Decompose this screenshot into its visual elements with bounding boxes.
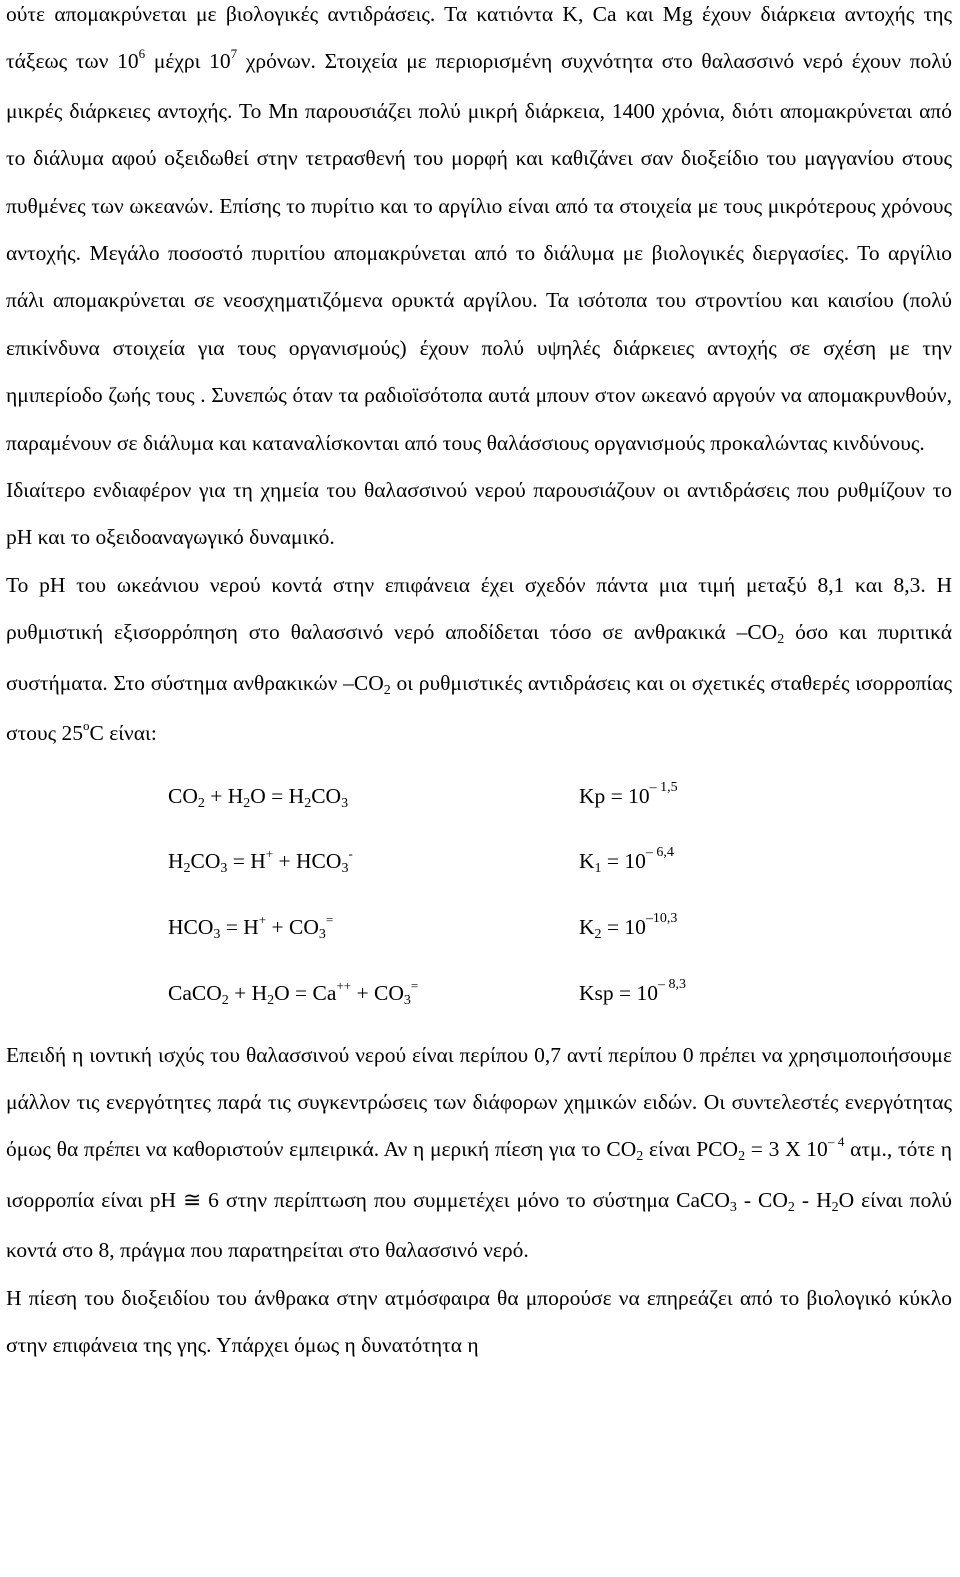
text-run: - H: [794, 1187, 832, 1212]
exponent: 6: [138, 46, 146, 62]
exponent: – 6,4: [645, 844, 674, 860]
exponent: – 1,5: [649, 779, 678, 795]
equation-row: [6, 779, 952, 824]
text-run: ούτε απομακρύνεται με βιολογικές αντιδράσεις. Τα κατιόντα K, Ca και Mg έχουν διάρκεια αντοχής της τάξεως των 10: [6, 2, 952, 74]
subscript: 3: [341, 795, 349, 811]
subscript: 2: [383, 682, 391, 698]
subscript: 3: [213, 926, 221, 942]
superscript: +: [258, 911, 267, 927]
formula-text: + HCO: [273, 848, 342, 873]
subscript: 2: [594, 926, 602, 942]
exponent: –10,3: [645, 910, 678, 926]
formula-text: K: [579, 914, 595, 939]
exponent: 7: [230, 46, 238, 62]
formula-text: + H: [204, 783, 244, 808]
text-run: οι ρυθμιστικές αντιδράσεις και οι σχετικές σταθερές ισορροπίας στους 25: [6, 670, 952, 746]
subscript: 3: [220, 860, 228, 876]
formula-text: H: [168, 848, 184, 873]
text-run: Το pH του ωκεάνιου νερού κοντά στην επιφάνεια έχει σχεδόν πάντα μια τιμή μεταξύ 8,1 και 8,3. Η ρυθμιστική εξισορρόπηση στο θαλασσινό νερό αποδίδεται τόσο σε ανθρακικά –CO: [6, 572, 952, 645]
superscript: -: [348, 845, 353, 861]
formula-text: = H: [227, 848, 266, 873]
equilibrium-equations: [6, 760, 952, 1032]
text-run: O είναι πολύ κοντά στο 8, πράγμα που παρατηρείται στο θαλασσινό νερό.: [6, 1187, 952, 1263]
paragraph-ph-buffer: [6, 562, 952, 760]
superscript: ++: [336, 977, 352, 993]
text-run: χρόνων. Στοιχεία με περιορισμένη συχνότητα στο θαλασσινό νερό έχουν πολύ μικρές διάρκειες αντοχής. Το Mn παρουσιάζει πολύ μικρή διάρκεια, 1400 χρόνια, διότι απομακρύνεται από το διάλυμα αφού οξειδωθεί στην τετρασθενή του μορφή και καθιζάνει σαν διοξείδιο του μαγγανίου στους πυθμένες των ωκεανών. Επίσης το πυρίτιο και το αργίλιο είναι από τα στοιχεία με τους μικρότερους χρόνους αντοχής. Μεγάλο ποσοστό πυριτίου απομακρύνεται από το διάλυμα με βιολογικές διεργασίες. Το αργίλιο πάλι απομακρύνεται σε νεοσχηματιζόμενα ορυκτά αργίλου. Τα ισότοπα του στροντίου και καισίου (πολύ επικίνδυνα στοιχεία για τους οργανισμούς) έχουν πολύ υψηλές διάρκειες αντοχής σε σχέση με την ημιπερίοδο ζωής τους . Συνεπώς όταν τα ραδιοϊσότοπα αυτά μπουν στον ωκεανό αργούν να απομακρυνθούν, παραμένουν σε διάλυμα και καταναλίσκονται από τους θαλάσσιους οργανισμούς προκαλώντας κινδύνους.: [6, 49, 952, 455]
formula-text: HCO: [168, 914, 214, 939]
text-run: όσο και πυριτικά συστήματα. Στο σύστημα ανθρακικών –CO: [6, 620, 952, 695]
exponent: – 4: [827, 1134, 845, 1150]
paragraph-co2-pressure: Η πίεση του διοξειδίου του άνθρακα στην ατμόσφαιρα θα μπορούσε να επηρεάζει από το βιολογικό κύκλο στην επιφάνεια της γης. Υπάρχει όμως η δυνατότητα η: [6, 1285, 952, 1357]
subscript: 2: [831, 1199, 839, 1215]
subscript: 1: [594, 860, 602, 876]
exponent: – 8,3: [658, 976, 687, 992]
approx-symbol: ≅: [183, 1187, 202, 1213]
subscript: 2: [267, 992, 275, 1008]
subscript: 2: [777, 632, 785, 648]
superscript: =: [410, 977, 419, 993]
superscript: +: [265, 845, 274, 861]
equation-reaction: [168, 845, 353, 876]
text-run: C είναι:: [89, 721, 157, 746]
equation-row: [6, 910, 952, 955]
formula-text: = H: [220, 914, 259, 939]
equation-row: [6, 844, 952, 889]
text-run: είναι PCO: [643, 1137, 739, 1162]
subscript: 3: [729, 1199, 737, 1215]
formula-text: O = H: [250, 783, 305, 808]
paragraph-residence-times: [6, 0, 952, 467]
formula-text: K: [579, 848, 595, 873]
subscript: 2: [738, 1149, 746, 1165]
formula-text: + H: [228, 980, 268, 1005]
formula-text: Kp = 10: [579, 783, 650, 808]
equation-reaction: [168, 784, 348, 809]
subscript: 2: [197, 795, 205, 811]
formula-text: = 10: [601, 914, 646, 939]
subscript: 3: [318, 926, 326, 942]
subscript: 2: [636, 1149, 644, 1165]
equation-constant: [579, 910, 678, 942]
equation-constant: [579, 976, 687, 1006]
formula-text: Ksp = 10: [579, 980, 659, 1005]
paragraph-activity: [6, 1032, 952, 1275]
equation-reaction: [168, 911, 334, 942]
text-run: ατμ., τότε η ισορροπία είναι pH: [6, 1137, 953, 1212]
formula-text: O = Ca: [274, 980, 337, 1005]
superscript: =: [325, 911, 334, 927]
equation-constant: [579, 779, 678, 809]
text-run: = 3 X 10: [745, 1137, 828, 1162]
equation-constant: [579, 844, 674, 876]
formula-text: CaCO: [168, 980, 222, 1005]
text-run: - CO: [736, 1187, 788, 1212]
subscript: 3: [341, 860, 349, 876]
text-run: Επειδή η ιοντική ισχύς του θαλασσινού νερού είναι περίπου 0,7 αντί περίπου 0 πρέπει να χρησιμοποιήσουμε μάλλον τις ενεργότητες παρά τις συγκεντρώσεις των διάφορων χημικών ειδών. Οι συντελεστές ενεργότητας όμως θα πρέπει να καθοριστούν εμπειρικά. Αν η μερική πίεση για το CO: [6, 1042, 952, 1162]
subscript: 3: [403, 992, 411, 1008]
formula-text: CO: [168, 783, 198, 808]
subscript: 2: [183, 860, 191, 876]
formula-text: + CO: [351, 980, 404, 1005]
subscript: 2: [221, 992, 229, 1008]
subscript: 2: [243, 795, 251, 811]
formula-text: CO: [311, 783, 342, 808]
formula-text: CO: [190, 848, 221, 873]
equation-row: [6, 976, 952, 1021]
subscript: 2: [304, 795, 312, 811]
degree-symbol: o: [83, 718, 90, 734]
subscript: 2: [787, 1199, 795, 1215]
formula-text: = 10: [601, 848, 646, 873]
text-run: μέχρι 10: [145, 49, 231, 74]
formula-text: + CO: [266, 914, 319, 939]
paragraph-ph-intro: Ιδιαίτερο ενδιαφέρον για τη χημεία του θαλασσινού νερού παρουσιάζουν οι αντιδράσεις που ρυθμίζουν το pH και το οξειδοαναγωγικό δυναμικό.: [6, 478, 952, 550]
equation-reaction: [168, 977, 419, 1008]
text-run: 6 στην περίπτωση που συμμετέχει μόνο το σύστημα CaCO: [201, 1187, 730, 1212]
